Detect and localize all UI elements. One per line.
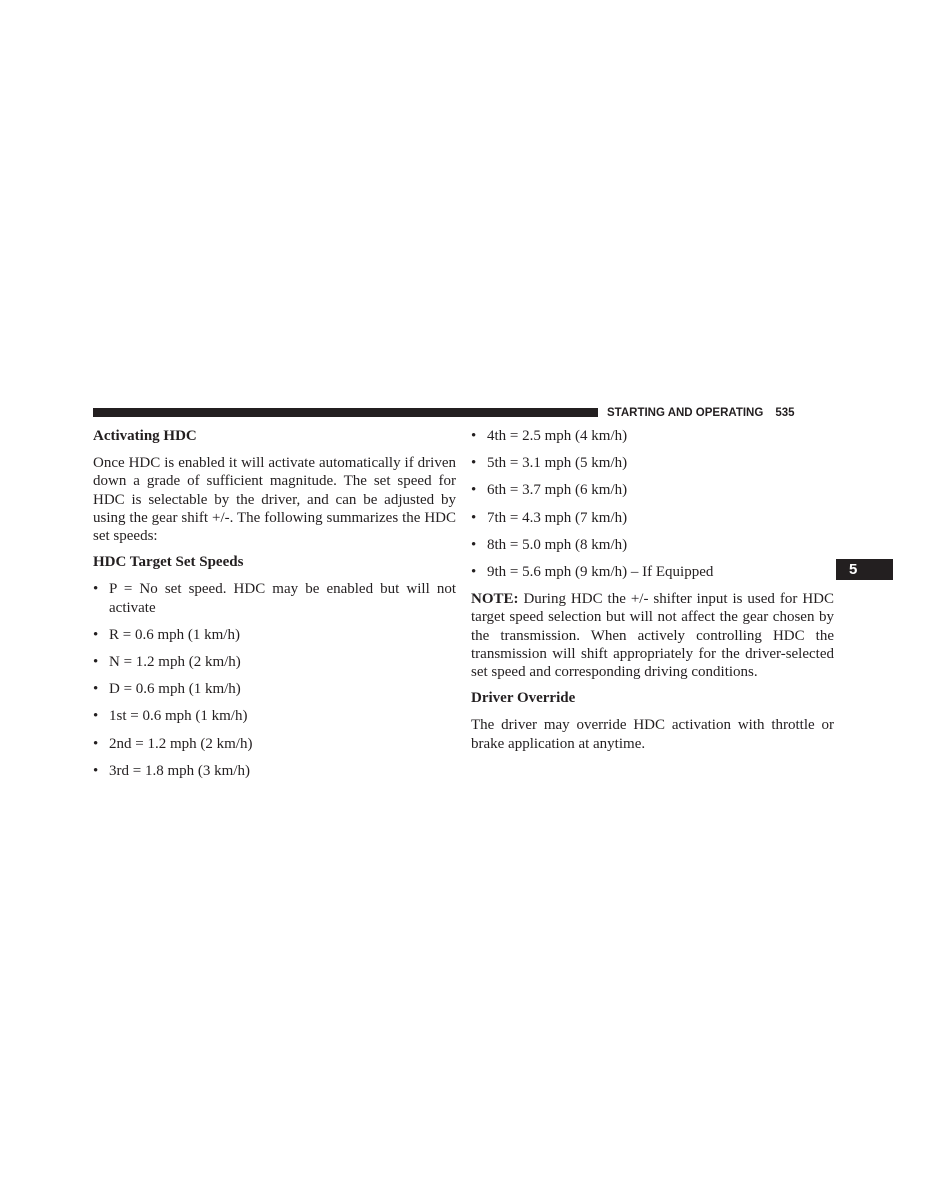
- bullet-glyph: •: [93, 762, 99, 779]
- list-item: [93, 735, 456, 753]
- bullet-glyph: •: [471, 536, 477, 553]
- bullet-glyph: •: [93, 626, 99, 643]
- paragraph-driver-override: The driver may override HDC activation with throttle or brake application at anytime.: [471, 717, 834, 752]
- bullet-glyph: •: [93, 708, 99, 725]
- list-item-text: 1st = 0.6 mph (1 km/h): [109, 708, 248, 725]
- list-item-text: N = 1.2 mph (2 km/h): [109, 654, 241, 671]
- list-item-text: 2nd = 1.2 mph (2 km/h): [109, 735, 253, 752]
- bullet-glyph: •: [471, 509, 477, 526]
- section-title: STARTING AND OPERATING: [607, 407, 764, 419]
- list-item: [93, 580, 456, 616]
- note-text: During HDC the +/- shifter input is used for HDC target speed selection but will not affect the gear chosen by the transmission. When actively controlling HDC the transmission will shift appropriately for the driver-selected set speed and corresponding driving conditions.: [471, 591, 834, 681]
- heading-activating-hdc: Activating HDC: [93, 428, 197, 444]
- list-item-text: 9th = 5.6 mph (9 km/h) – If Equipped: [487, 564, 714, 581]
- bullet-glyph: •: [93, 735, 99, 752]
- paragraph-activating-hdc: Once HDC is enabled it will activate automatically if driven down a grade of sufficient magnitude. The set speed for HDC is selectable by the driver, and can be adjusted by using the gear shift +/-. The following summarizes the HDC set speeds:: [93, 455, 456, 545]
- list-item: [471, 454, 834, 472]
- note-label: NOTE:: [471, 591, 519, 608]
- list-item-text: P = No set speed. HDC may be enabled but will not activate: [109, 581, 456, 616]
- bullet-glyph: •: [471, 482, 477, 499]
- list-item-text: 3rd = 1.8 mph (3 km/h): [109, 762, 250, 779]
- list-item-text: R = 0.6 mph (1 km/h): [109, 626, 240, 643]
- list-item-text: 4th = 2.5 mph (4 km/h): [487, 428, 628, 444]
- list-item: [471, 509, 834, 527]
- list-item: [93, 626, 456, 644]
- list-item-text: 8th = 5.0 mph (8 km/h): [487, 536, 628, 553]
- note-paragraph: [471, 590, 834, 681]
- bullet-glyph: •: [93, 654, 99, 671]
- left-column: [93, 427, 456, 780]
- list-item-text: 6th = 3.7 mph (6 km/h): [487, 482, 628, 499]
- bullet-glyph: •: [93, 681, 99, 698]
- list-item: [471, 563, 834, 581]
- list-item: [93, 762, 456, 780]
- list-item: [93, 680, 456, 698]
- list-item-text: 7th = 4.3 mph (7 km/h): [487, 509, 628, 526]
- bullet-glyph: •: [471, 428, 477, 444]
- list-item: [471, 481, 834, 499]
- list-item: [93, 653, 456, 671]
- header-rule: [93, 408, 598, 417]
- right-column: [471, 427, 834, 753]
- bullet-glyph: •: [93, 581, 99, 598]
- page-number: 535: [775, 407, 795, 419]
- list-item-text: D = 0.6 mph (1 km/h): [109, 681, 241, 698]
- list-item: [471, 536, 834, 554]
- chapter-tab: 5: [836, 559, 893, 580]
- heading-driver-override: Driver Override: [471, 690, 576, 707]
- list-item: [471, 427, 834, 445]
- bullet-glyph: •: [471, 564, 477, 581]
- speed-list-right: [471, 427, 834, 581]
- list-item: [93, 707, 456, 725]
- running-header: [607, 405, 795, 421]
- bullet-glyph: •: [471, 455, 477, 472]
- heading-target-set-speeds: HDC Target Set Speeds: [93, 554, 244, 571]
- speed-list-left: [93, 580, 456, 780]
- list-item-text: 5th = 3.1 mph (5 km/h): [487, 455, 628, 472]
